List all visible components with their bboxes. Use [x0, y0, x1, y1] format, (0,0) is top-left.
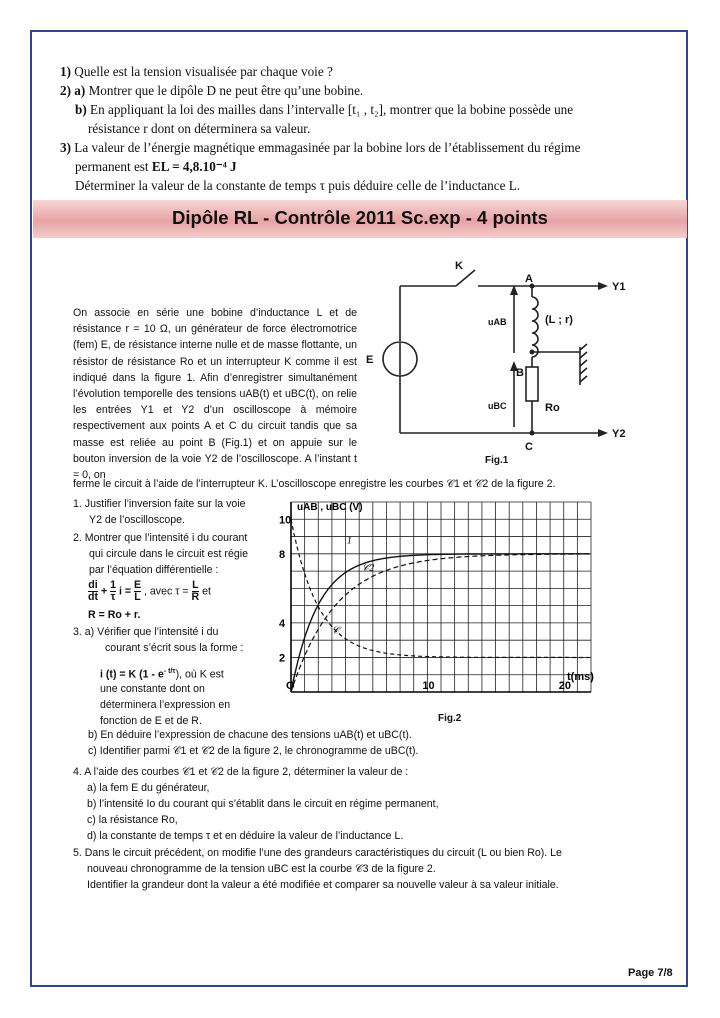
label-k: K — [455, 260, 463, 272]
frac-den: L — [134, 591, 141, 603]
formula-end: ), où K est — [175, 668, 224, 681]
question-5 — [73, 845, 663, 893]
section-banner — [33, 200, 687, 238]
eq-avec: , avec τ = — [144, 585, 189, 598]
q2-line2: qui circule dans le circuit est régie — [89, 548, 248, 560]
q2b-text: En appliquant la loi des mailles dans l’intervalle [t₁ , t₂], montrer que la bobine possède une — [90, 102, 574, 117]
q3-text-2: permanent est — [75, 159, 149, 174]
q5-line2: nouveau chronogramme de la tension uBC est la courbe 𝒞3 de la figure 2. — [87, 863, 436, 875]
x-tick-label: O — [286, 680, 295, 692]
frac-num: E — [133, 579, 142, 591]
circuit-diagram — [360, 255, 630, 455]
question-3a — [73, 624, 273, 656]
figure2-label: Fig.2 — [438, 713, 462, 724]
intro-paragraph: On associe en série une bobine d’inductance L et de résistance r = 10 Ω, un générateur de force électromotrice (fem) E, de résistance interne nulle et de masse flottante, un résistor de résistance Ro et un interrupteur K comme il est indiqué dans la figure 1. Afin d’enregistrer simultanément l’évolution temporelle des tensions uAB(t) et uBC(t), on relie les entrées Y1 et Y2 d’un oscilloscope à mémoire respectivement aux points A et C du circuit tandis que sa masse est reliée au point B (Fig.1) et on appuie sur le bouton inversion de la voie Y2 de l’oscilloscope. A l’instant t = 0, on — [73, 307, 357, 482]
current-formula — [100, 664, 280, 683]
label-e: E — [366, 354, 374, 366]
q1-line: 1. Justifier l’inversion faite sur la voie — [73, 498, 246, 510]
diff-equation — [88, 580, 288, 603]
q2-line3: par l’équation différentielle : — [89, 564, 219, 576]
series-label-2: 𝒞2 — [361, 563, 375, 575]
frac-di-dt — [88, 580, 98, 603]
q2b-number: b) — [75, 102, 87, 117]
q2-line: 2. Montrer que l’intensité i du courant — [73, 532, 248, 544]
q3-text: La valeur de l’énergie magnétique emmagasinée par la bobine lors de l’établissement du régime — [74, 140, 581, 155]
frac-num: di — [88, 579, 98, 591]
y-tick-label: 2 — [279, 652, 286, 665]
series-label-1: 1 — [346, 535, 352, 547]
r-equation: R = Ro + r. — [88, 609, 141, 621]
frac-num: L — [192, 579, 199, 591]
switch-k — [456, 270, 475, 286]
intro-last-line: ferme le circuit à l’aide de l’interrupteur K. L’oscilloscope enregistre les courbes 𝒞1 et 𝒞2 de la figure 2. — [73, 478, 556, 490]
q4b-line: b) l’intensité Io du courant qui s’établit dans le circuit en régime permanent, — [87, 798, 439, 810]
question-3a-cont — [100, 681, 280, 729]
y-tick-label: 4 — [279, 617, 286, 630]
page-number: Page 7/8 — [628, 967, 673, 979]
label-node-c: C — [525, 441, 533, 453]
series-label-3: 𝒞 — [331, 625, 340, 637]
q4-line: 4. A l’aide des courbes 𝒞1 et 𝒞2 de la figure 2, déterminer la valeur de : — [73, 766, 409, 778]
q3a-line2: courant s’écrit sous la forme : — [105, 642, 244, 654]
top-questions — [60, 62, 660, 195]
q4d-line: d) la constante de temps τ et en déduire la valeur de l’inductance L. — [87, 830, 404, 842]
frac-l-r — [192, 580, 200, 603]
label-coil: (L ; r) — [545, 314, 573, 326]
q3a-line3: une constante dont on — [100, 683, 205, 695]
q5-line: 5. Dans le circuit précédent, on modifie l’une des grandeurs caractéristiques du circuit (L ou bien Ro). Le — [73, 847, 562, 859]
chart-figure2 — [275, 492, 600, 712]
formula-exp: - t/τ — [163, 668, 176, 675]
eq-et: et — [202, 585, 211, 598]
coil-symbol — [532, 297, 538, 357]
y-axis-label: uAB , uBC (V) — [297, 502, 363, 513]
q1-text: Quelle est la tension visualisée par chaque voie ? — [74, 64, 333, 79]
frac-1-tau — [110, 580, 116, 603]
label-ubc: uBC — [488, 401, 507, 411]
q1-number: 1) — [60, 64, 71, 79]
label-y2: Y2 — [612, 428, 626, 440]
q3a-line5: fonction de E et de R. — [100, 715, 202, 727]
question-4 — [73, 764, 653, 844]
label-y1: Y1 — [612, 281, 626, 293]
frac-den: R — [191, 591, 200, 603]
label-node-a: A — [525, 273, 533, 285]
energy-value: EL = 4,8.10⁻⁴ J — [151, 159, 237, 174]
question-3b: b) En déduire l’expression de chacune des tensions uAB(t) et uBC(t). — [88, 729, 412, 741]
question-2 — [73, 530, 273, 578]
label-node-b: B — [516, 367, 524, 379]
eq-i: i = — [118, 585, 132, 598]
label-ro: Ro — [545, 402, 560, 414]
x-tick-label: 20 — [558, 680, 571, 692]
section-title: Dipôle RL - Contrôle 2011 Sc.exp - 4 points — [172, 207, 548, 228]
x-tick-label: 10 — [422, 680, 435, 692]
frac-den: dt — [88, 591, 98, 603]
eq-plus: + — [100, 585, 111, 598]
q3a-line4: déterminera l’expression en — [100, 699, 231, 711]
x-axis-label: t(ms) — [567, 671, 594, 683]
q3-text-3: Déterminer la valeur de la constante de temps τ puis déduire celle de l’inductance L. — [75, 178, 521, 193]
formula-main: i (t) = K (1 - e — [100, 668, 164, 681]
figure1-label: Fig.1 — [485, 455, 509, 466]
q3a-line: 3. a) Vérifier que l’intensité i du — [73, 626, 219, 638]
q2b-text-2: résistance r dont on déterminera sa valeur. — [88, 121, 311, 136]
question-3c: c) Identifier parmi 𝒞1 et 𝒞2 de la figure 2, le chronogramme de uBC(t). — [88, 745, 419, 757]
q1-line2: Y2 de l’oscilloscope. — [89, 514, 185, 526]
y-tick-label: 8 — [279, 548, 286, 561]
q5-line3: Identifier la grandeur dont la valeur a été modifiée et comparer sa nouvelle valeur à sa valeur initiale. — [87, 879, 559, 891]
resistor-symbol — [526, 367, 538, 401]
frac-e-l — [134, 580, 141, 603]
q2a-number: 2) a) — [60, 83, 86, 98]
q2a-text: Montrer que le dipôle D ne peut être qu’une bobine. — [88, 83, 364, 98]
frac-num: 1 — [110, 579, 116, 591]
question-1 — [73, 496, 273, 528]
q4a-line: a) la fem E du générateur, — [87, 782, 210, 794]
q4c-line: c) la résistance Ro, — [87, 814, 178, 826]
frac-den: τ — [110, 591, 116, 603]
label-uab: uAB — [488, 317, 507, 327]
y-tick-label: 10 — [279, 514, 292, 527]
q3-number: 3) — [60, 140, 71, 155]
